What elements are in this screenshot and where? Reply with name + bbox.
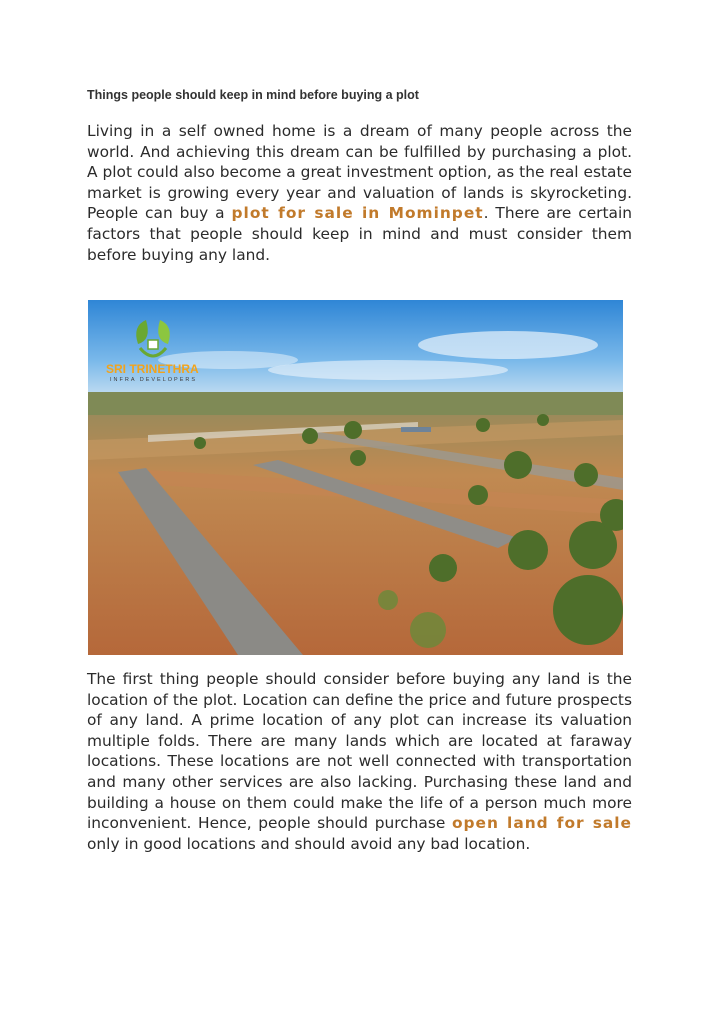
aerial-landscape-image (88, 300, 623, 655)
aerial-plot-photo (88, 300, 623, 655)
location-text-after: only in good locations and should avoid any bad location. (87, 834, 531, 853)
location-text-before: The first thing people should consider before buying any land is the location of the plot. Location can define the price and future prospects of any land. A prime location of any plot can increase its valuation multiple folds. There are many lands which are located at faraway locations. These locations are not well connected with transportation and many other services are also lacking. Purchasing these land and building a house on them could make the life of a person much more inconvenient. Hence, people should purchase (87, 670, 632, 833)
logo-tagline: INFRA DEVELOPERS (110, 377, 198, 383)
intro-paragraph (87, 121, 632, 265)
location-paragraph (87, 669, 632, 854)
intro-text-before: Living in a self owned home is a dream of many people across the world. And achieving this dream can be fulfilled by purchasing a plot. A plot could also become a great investment option, as the real estate market is growing every year and valuation of lands is skyrocketing. People can buy a (87, 122, 632, 223)
logo-name: SRI TRINETHRA (106, 362, 199, 376)
open-land-for-sale-link[interactable]: open land for sale (451, 814, 632, 833)
plot-for-sale-link[interactable]: plot for sale in Mominpet (231, 204, 484, 223)
intro-text-after: . There are certain factors that people should keep in mind and must consider them before buying any land. (87, 204, 633, 264)
page-title: Things people should keep in mind before buying a plot (87, 88, 419, 102)
